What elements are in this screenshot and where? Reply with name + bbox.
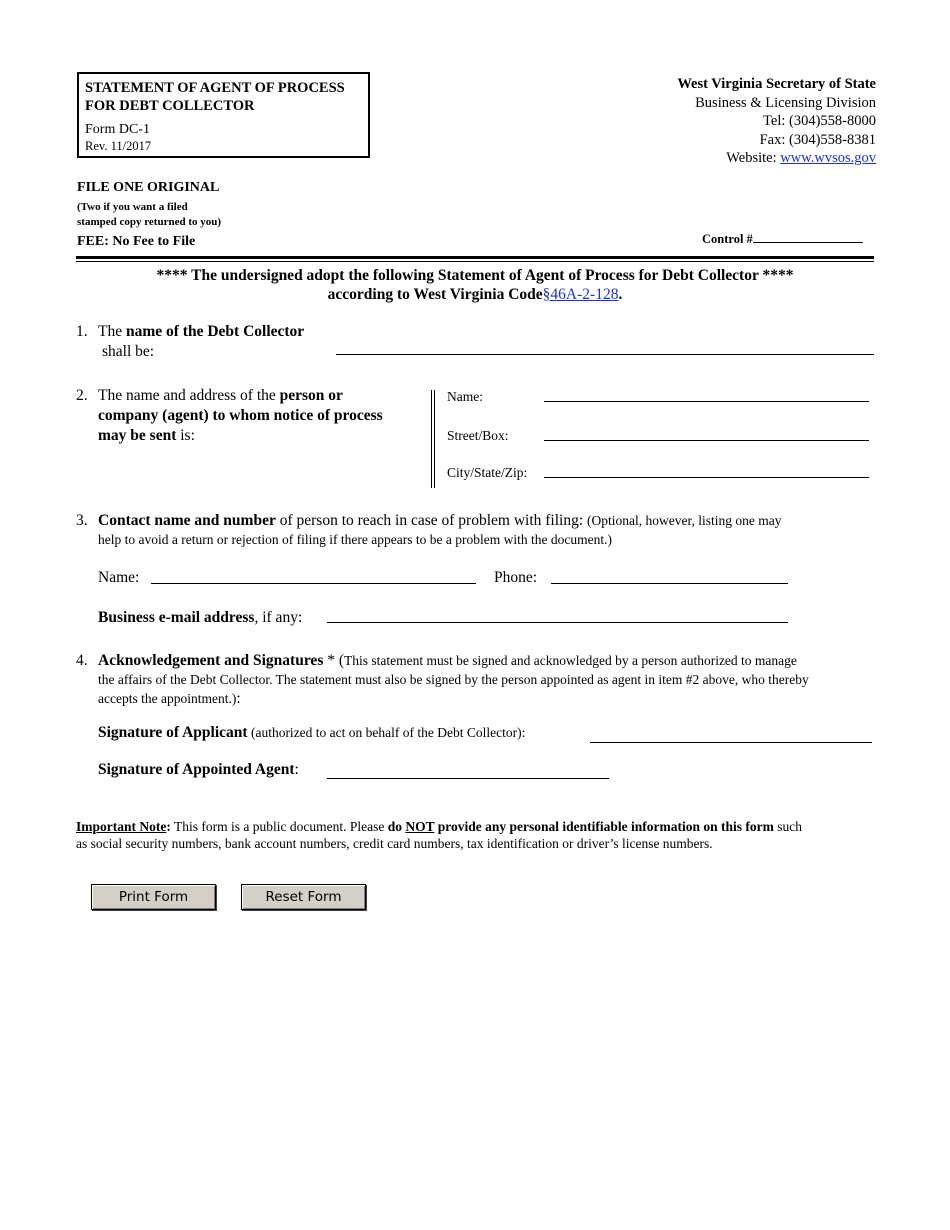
item2-bar-right <box>434 390 435 488</box>
item3-bold: Contact name and number <box>98 512 276 529</box>
form-number: Form DC-1 <box>85 122 150 137</box>
item1-line2: shall be: <box>102 343 155 360</box>
agent-signature-field[interactable] <box>327 778 609 779</box>
item2-bold3: may be sent <box>98 427 177 444</box>
note-label: Important Note <box>76 819 167 834</box>
contact-phone-label: Phone: <box>494 569 538 586</box>
item2-question <box>98 386 383 446</box>
item4-bold: Acknowledgement and Signatures <box>98 652 324 669</box>
note-text1: This form is a public document. Please <box>170 819 388 834</box>
applicant-signature-field[interactable] <box>590 742 872 743</box>
email-label <box>98 608 302 628</box>
item4-small1: This statement must be signed and acknowledged by a person authorized to manage <box>344 653 797 668</box>
item3-small1: (Optional, however, listing one may <box>587 513 782 528</box>
contact-name-field[interactable] <box>151 583 476 584</box>
item1-question <box>98 322 304 362</box>
email-bold: Business e-mail address <box>98 609 255 626</box>
adopt-statement <box>76 266 874 304</box>
note-do: do <box>387 819 406 834</box>
item2-bold2: company (agent) to whom notice of process <box>98 407 383 424</box>
email-field[interactable] <box>327 622 788 623</box>
fee-text: FEE: No Fee to File <box>77 234 196 249</box>
agent-city-field[interactable] <box>544 477 869 478</box>
agent-bold: Signature of Appointed Agent <box>98 761 295 778</box>
adopt-line1: **** The undersigned adopt the following Statement of Agent of Process for Debt Collector **** <box>156 267 794 284</box>
adopt-line2-prefix: according to West Virginia Code <box>327 286 543 303</box>
agent-rest: : <box>294 761 299 778</box>
agency-name: West Virginia Secretary of State <box>677 76 876 92</box>
applicant-signature-label <box>98 723 525 743</box>
important-note <box>76 818 886 852</box>
item1-number: 1. <box>76 323 88 340</box>
note-not: NOT <box>405 819 435 834</box>
item2-pre: The name and address of the <box>98 387 280 404</box>
divider-thin <box>76 261 874 262</box>
adopt-line2 <box>76 285 874 304</box>
contact-name-label: Name: <box>98 569 140 586</box>
divider-thick <box>76 256 874 259</box>
note-text2: such <box>773 819 803 834</box>
note-bold-rest: provide any personal identifiable information on this form <box>434 819 774 834</box>
agent-name-label: Name: <box>447 389 483 404</box>
applicant-bold: Signature of Applicant <box>98 724 248 741</box>
form-title-line1: STATEMENT OF AGENT OF PROCESS <box>85 80 345 96</box>
form-revision: Rev. 11/2017 <box>85 139 152 153</box>
item2-bold1: person or <box>279 387 343 404</box>
item3-number: 3. <box>76 512 88 529</box>
item2-post: is: <box>176 427 195 444</box>
reset-form-button[interactable]: Reset Form <box>241 884 366 910</box>
item2-number: 2. <box>76 387 88 404</box>
website-label: Website: <box>726 150 781 166</box>
control-line <box>753 231 863 243</box>
agency-fax: Fax: (304)558-8381 <box>759 131 876 148</box>
debt-collector-name-field[interactable] <box>336 354 874 355</box>
email-rest: , if any: <box>254 609 303 626</box>
item3-question <box>98 511 888 549</box>
form-title-box <box>77 72 370 158</box>
control-number <box>702 231 863 247</box>
control-label: Control # <box>702 232 753 246</box>
file-note <box>77 200 221 230</box>
item3-small2: help to avoid a return or rejection of filing if there appears to be a problem with the document.) <box>98 532 612 547</box>
applicant-rest: (authorized to act on behalf of the Debt Collector): <box>247 725 526 740</box>
file-note-line2: stamped copy returned to you) <box>77 216 222 228</box>
item2-bar-left <box>431 390 432 488</box>
form-title-line2: FOR DEBT COLLECTOR <box>85 98 255 114</box>
agency-website <box>677 149 876 168</box>
print-form-button[interactable]: Print Form <box>91 884 216 910</box>
note-colon: : <box>166 819 171 834</box>
adopt-line2-suffix: . <box>618 286 623 303</box>
agent-street-field[interactable] <box>544 440 869 441</box>
agent-city-label: City/State/Zip: <box>447 465 528 480</box>
code-link[interactable]: §46A-2-128 <box>542 286 619 303</box>
item1-pre: The <box>98 323 126 340</box>
item3-text: of person to reach in case of problem with filing: <box>275 512 588 529</box>
item4-question <box>98 651 888 709</box>
agent-name-field[interactable] <box>544 401 869 402</box>
contact-phone-field[interactable] <box>551 583 788 584</box>
agent-street-label: Street/Box: <box>447 428 509 443</box>
item4-star: * ( <box>323 652 345 669</box>
file-one-original: FILE ONE ORIGINAL <box>77 180 220 195</box>
note-line2: as social security numbers, bank account numbers, credit card numbers, tax identification or driver’s license numbers. <box>76 836 713 851</box>
file-note-line1: (Two if you want a filed <box>77 201 188 213</box>
agency-division: Business & Licensing Division <box>695 94 876 111</box>
agency-info <box>677 75 876 168</box>
item4-number: 4. <box>76 652 88 669</box>
website-link[interactable]: www.wvsos.gov <box>780 150 876 166</box>
item1-bold: name of the Debt Collector <box>125 323 305 340</box>
item4-small2: the affairs of the Debt Collector. The statement must also be signed by the person appointed as agent in item #2 above, who thereby <box>98 672 809 687</box>
agency-tel: Tel: (304)558-8000 <box>763 113 876 129</box>
item4-small3: accepts the appointment.) <box>98 691 237 706</box>
agent-signature-label <box>98 760 299 780</box>
item4-colon: : <box>236 690 241 707</box>
